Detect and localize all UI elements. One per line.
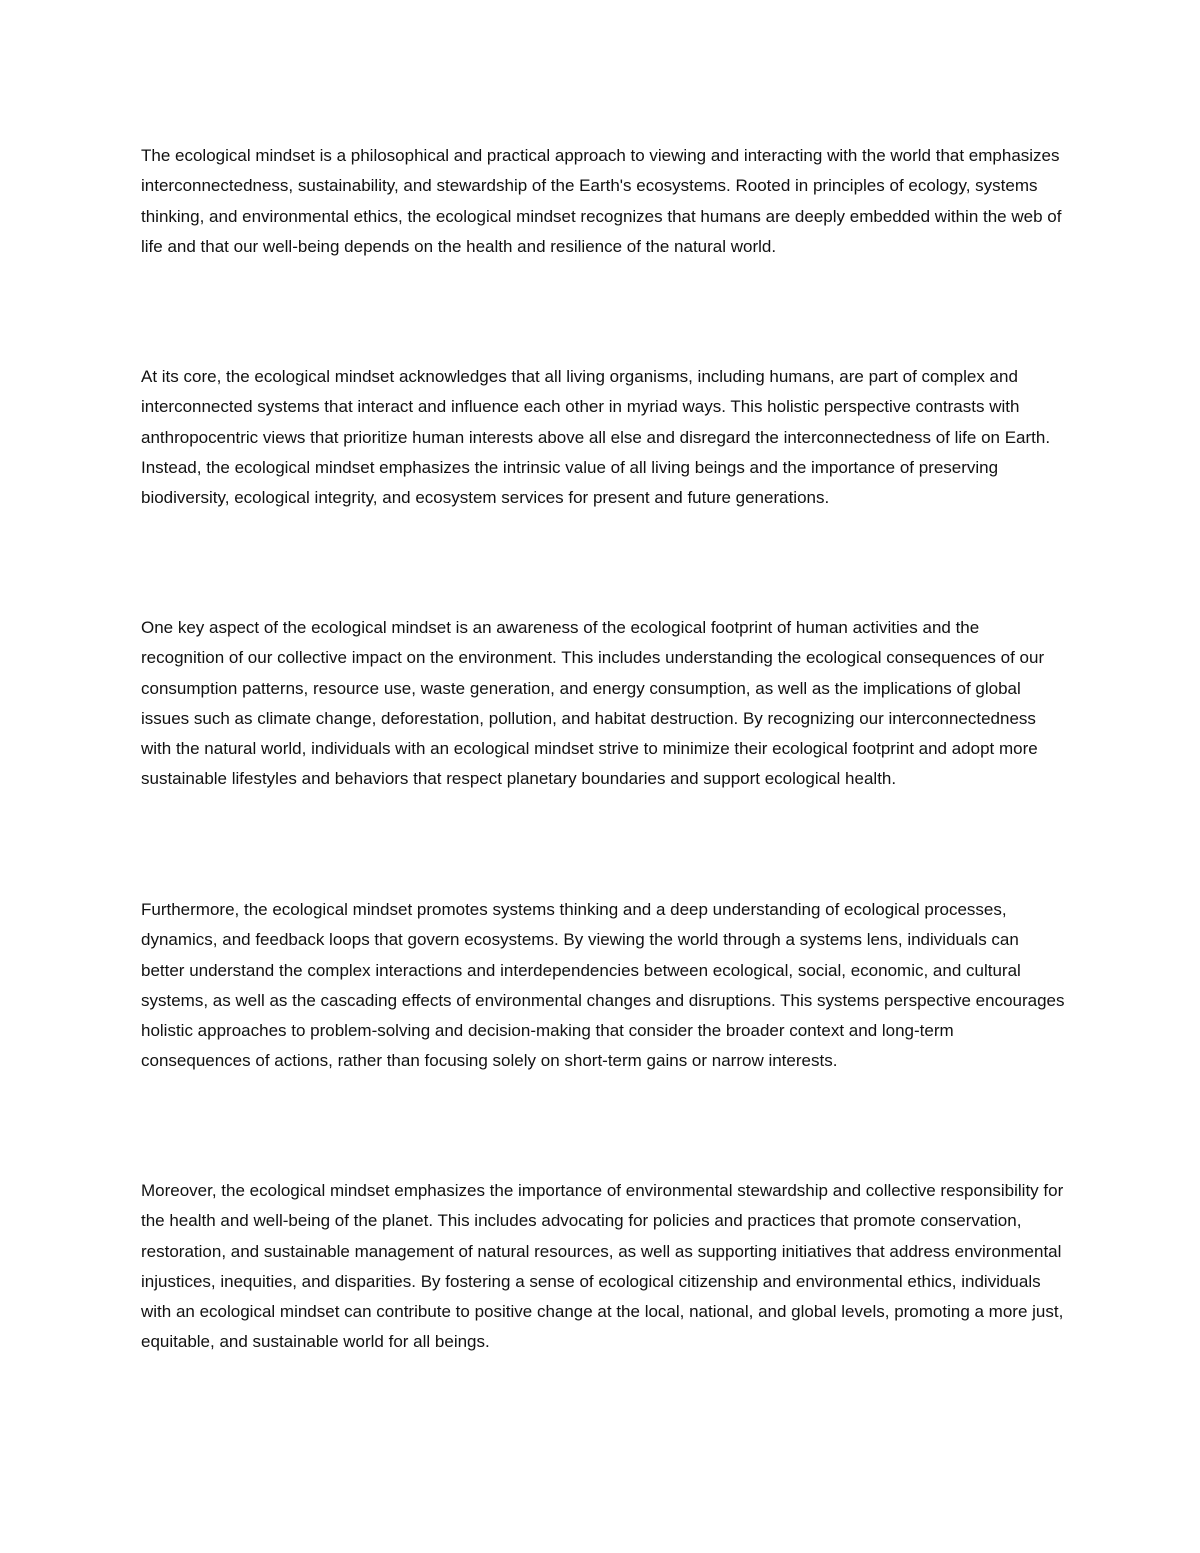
paragraph-intro: The ecological mindset is a philosophical and practical approach to viewing and interacting with the world that emphasizes interconnectedness, sustainability, and stewardship of the Earth's ecosystems. Rooted in principles of ecology, systems thinking, and environmental ethics, the ecological mindset recognizes that humans are deeply embedded within the web of life and that our well-being depends on the health and resilience of the natural world. [141, 146, 1062, 256]
paragraph-stewardship: Moreover, the ecological mindset emphasizes the importance of environmental stewardship and collective responsibility for the health and well-being of the planet. This includes advocating for policies and practices that promote conservation, restoration, and sustainable management of natural resources, as well as supporting initiatives that address environmental injustices, inequities, and disparities. By fostering a sense of ecological citizenship and environmental ethics, individuals with an ecological mindset can contribute to positive change at the local, national, and global levels, promoting a more just, equitable, and sustainable world for all beings. [141, 1181, 1064, 1352]
paragraph-footprint: One key aspect of the ecological mindset is an awareness of the ecological footprint of human activities and the recognition of our collective impact on the environment. This includes understanding the ecological consequences of our consumption patterns, resource use, waste generation, and energy consumption, as well as the implications of global issues such as climate change, deforestation, pollution, and habitat destruction. By recognizing our interconnectedness with the natural world, individuals with an ecological mindset strive to minimize their ecological footprint and adopt more sustainable lifestyles and behaviors that respect planetary boundaries and support ecological health. [141, 618, 1045, 789]
paragraph-systems-thinking: Furthermore, the ecological mindset promotes systems thinking and a deep understanding of ecological processes, dynamics, and feedback loops that govern ecosystems. By viewing the world through a systems lens, individuals can better understand the complex interactions and interdependencies between ecological, social, economic, and cultural systems, as well as the cascading effects of environmental changes and disruptions. This systems perspective encourages holistic approaches to problem-solving and decision-making that consider the broader context and long-term consequences of actions, rather than focusing solely on short-term gains or narrow interests. [141, 900, 1065, 1071]
paragraph-core: At its core, the ecological mindset acknowledges that all living organisms, including humans, are part of complex and interconnected systems that interact and influence each other in myriad ways. This holistic perspective contrasts with anthropocentric views that prioritize human interests above all else and disregard the interconnectedness of life on Earth. Instead, the ecological mindset emphasizes the intrinsic value of all living beings and the importance of preserving biodiversity, ecological integrity, and ecosystem services for present and future generations. [141, 367, 1051, 508]
